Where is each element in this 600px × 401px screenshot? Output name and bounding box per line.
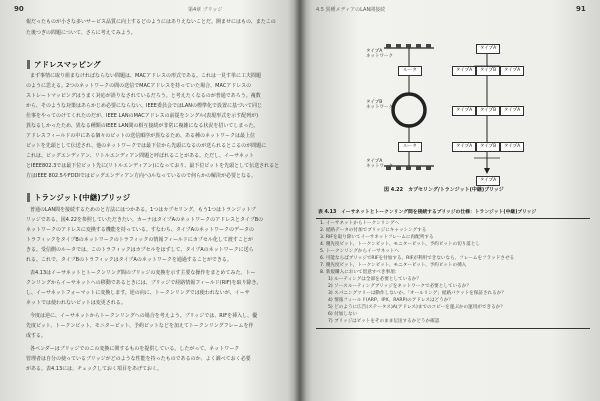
- body-line: クンリングからイーサネットへの移動であるときには、ブリッジで経路情報フィールド(RIF)を取り除き、: [26, 280, 262, 286]
- table-row: 4) 情報フィールド(ARP、IPX、RARP)のアドレスはどうか？: [328, 298, 453, 303]
- packet-box: タイプA: [452, 142, 476, 152]
- top-node: [416, 44, 421, 48]
- body-line: とIEEE802.3では最下位ビット先に(リトルエンディアン)になっており、最下位ビットを先頭として伝送されると: [26, 163, 280, 169]
- router-bottom: ルータ: [398, 142, 422, 152]
- body-line: 方はIEEE 802.5やFDDIではビッグエンディアン方向へ)ルなっているので何らかの解決が必要となる。: [26, 173, 256, 179]
- table-row: 5. トークンリングからイーサネットへ: [320, 249, 400, 254]
- packet-box: タイプA: [500, 66, 524, 76]
- bottom-node: [406, 166, 411, 170]
- body-line: から、そのような対策はあらかじめ必要にならない。IEEE委員会ではLANの標準化で設置に基づいて同じ: [26, 103, 263, 109]
- body-line: これは、ビッグエンディアン、リトルエンディアン問題と呼ばれることがある。ただし、イーサネット: [26, 153, 254, 159]
- packet-box: タイプA: [500, 106, 524, 116]
- body-line: トラフィックをタイプBのネットワークのトラフィックの情報フィールドにカプセル化して渡すことが: [26, 237, 253, 243]
- table-row: 4. 優先度ビット、トークンビット、モニタービット、予約ビットの切り落とし: [320, 242, 481, 247]
- body-line: 成する。: [26, 333, 47, 339]
- table-row: 7. 優先度ビット、トークンビット、モニタービット、予約ビットの挿入: [320, 263, 467, 268]
- table-bottom-rule: [316, 328, 590, 329]
- body-line: 普通のLAN間を接続するためのと方法にはつかある。1つはカプセリング、もう1つはトランジットブ: [30, 207, 256, 213]
- section-title-address-mapping: アドレスマッピング: [34, 60, 101, 69]
- section-marker: [27, 193, 30, 202]
- section-marker: [27, 60, 30, 69]
- ring-network: [393, 94, 425, 126]
- packet-box: タイプA: [500, 142, 524, 152]
- page-number-left: 90: [14, 5, 24, 13]
- table-row: 1. イーサネットからトークンリングへ: [320, 221, 400, 226]
- left-page: [0, 0, 296, 401]
- flow-arrowhead: [484, 168, 490, 174]
- body-line: し、イーサネットフォーマットに変換します。逆の向に、トークンリングでは使われないが、イーサ: [26, 290, 250, 296]
- body-line: 仕事をやってのけてくれたのだが、IEEE LANのMACアドレスの前提をシングル(表現形式を示す配列が): [26, 113, 259, 119]
- packet-box: タイプB: [476, 66, 500, 76]
- packet-box: タイプA: [452, 106, 476, 116]
- body-line: ビットを先頭として伝送され、他のネットワークでは最下位から先頭になるのが送られるとこるのが問題に: [26, 143, 267, 149]
- packet-box: タイプA: [476, 176, 500, 186]
- bottom-node: [396, 166, 401, 170]
- packet-box: タイプB: [476, 106, 500, 116]
- body-line: 表4.13はイーサネットとトークンリング間のブリッジの変換を示す主要な操作をまとめてみた。トー: [30, 270, 256, 276]
- body-line: のように思える。2つのネットワークの間の送信でMACアドレスを持っていた場合、MACアドレスの: [26, 83, 252, 89]
- top-node: [426, 44, 431, 48]
- figure-4-22-diagram: [304, 0, 600, 200]
- table-row: 2. 経路データの付加でブリッジにキャッシングする: [320, 228, 427, 233]
- network-label-top: タイプA ネットワーク: [366, 49, 393, 59]
- packet-box: タイプA: [476, 44, 500, 54]
- page-number-right: 91: [576, 5, 586, 13]
- body-line: ネットでは使われないビットは変更される。: [26, 300, 126, 306]
- body-line: 異なるしかったため、異なる種類のIEEE LAN間の相互接続が非常に複雑になる状況を招いてしまった。: [26, 123, 259, 129]
- body-line: アドレスフィールドの中にある個々のビットの送信順序が異なるため、ある種のネットワークは最上位: [26, 133, 255, 139]
- packet-box: タイプB: [476, 142, 500, 152]
- body-line: ネットワークのアドレスに変換する機能を持っている。すなわち、タイプAのネットワークのデータの: [26, 227, 255, 233]
- table-top-rule: [316, 218, 590, 219]
- body-line: 今度は逆に、イーサネットからトークンリングへの場合を考えよう。ブリッジでは、RIFを挿入し、優: [30, 313, 258, 319]
- table-row: 6. 可能ならばブリッジでRIFを付加する。RIFが利用できないなら、フレームをフラッドさせる: [320, 256, 515, 261]
- table-row: 3) スパニングツリーは動作しないか。「オールリング」経路パケットを保証されるか？: [328, 291, 506, 296]
- top-node: [406, 44, 411, 48]
- table-row: 8. 新規購入において留意すべき事項：: [320, 270, 400, 275]
- book-gutter: [294, 0, 306, 401]
- bottom-node: [416, 166, 421, 170]
- body-line: れる。これで、タイプBのトラフィックはタイプAのネットワークを通過することができる。: [26, 257, 232, 263]
- table-caption: 表 4.13 イーサネットとトークンリング間を接続するブリッジの仕様：トランジット(中継)ブリッジ: [318, 210, 537, 215]
- network-label-bottom: タイプA ネットワーク: [366, 159, 393, 169]
- body-line: がある。表4.13には、チェックしておく項目をあげておく。: [26, 366, 162, 372]
- table-row: 1) ルーティングは全部を必要としているか？: [328, 277, 421, 282]
- figure-caption: 図 4.22 カプセリング/トランジット(中継)ブリッジ: [384, 187, 504, 193]
- body-line: 管理者は自分の使っているブリッジがどのような性能を持ったものであるのか、よく調べておく必要: [26, 356, 251, 362]
- body-line: た後つぎの問題について、さらに考えてみよう。: [26, 30, 136, 36]
- table-row: 2) ソースルーティングブリッジをネットワークで必要としているか？: [328, 284, 471, 289]
- running-header-left: 第4章 ブリッジ: [188, 7, 223, 13]
- network-label-ring: タイプB ネットワーク: [366, 100, 393, 110]
- table-row: 6) 付加しない: [328, 312, 358, 317]
- packet-box: タイプA: [452, 66, 476, 76]
- table-row: 5) どのように広告(ステータス)A(アドレス)までのコピーを運ぶかの運用ができるか？: [328, 305, 505, 310]
- table-row: 7) ブリッジはビットをそのまま伝送するかどうか確認: [328, 319, 440, 324]
- body-line: まず事情に取り組まなければならない問題は、MACアドレスの形式である。これは一見す単に工夫問題: [30, 73, 261, 79]
- running-header-right: 4.5 異種メディアのLAN間接続: [316, 7, 386, 13]
- section-title-transit-bridge: トランジット(中継)ブリッジ: [34, 193, 131, 202]
- body-line: リッジである。図4.22を参照していただきたい。カーナはタイプAのネットワークのアドレスとタイプBの: [26, 217, 264, 223]
- router-top: ルータ: [398, 66, 422, 76]
- body-line: 各ベンダーはブリッジでのこの変換に関するものを提供している。したがって、ネットワーク: [30, 346, 240, 352]
- body-line: きる。受信側のルータでは、このトラフィックはカプセルをはずして、タイプAのネットワークに送ら: [26, 247, 254, 253]
- body-line: 報だったものが小さな多いサービス品質に向上するどのようにはありえないことだ。開ませにはもの、またこの: [26, 19, 276, 25]
- body-line: ストレートマッピングはうまく対応が誤りなされているだろう。と考えたくなるのが普通であろう。複数: [26, 93, 261, 99]
- top-node: [396, 44, 401, 48]
- table-row: 3. RIFを取り除いてイーサネットフレームに再配列する: [320, 235, 434, 240]
- right-page: [304, 0, 600, 401]
- body-line: 先度ビット、トークンビット、モニタービット、予約ビットなどを加えてトークンリングフレームを作: [26, 323, 254, 329]
- bottom-node: [426, 166, 431, 170]
- top-node: [386, 44, 391, 48]
